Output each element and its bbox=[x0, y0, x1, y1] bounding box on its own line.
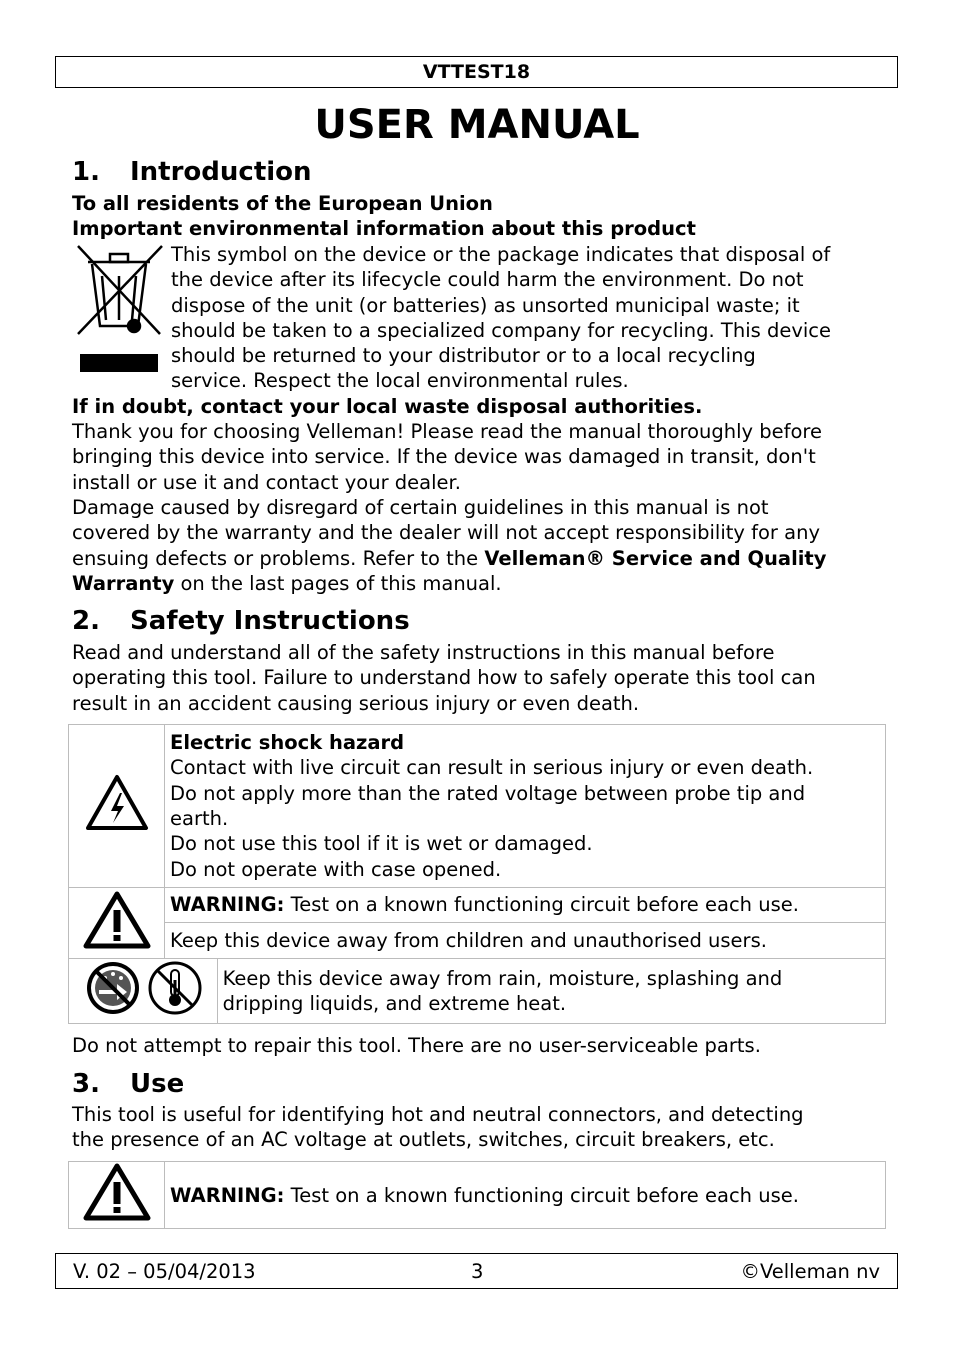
weee-line: dispose of the unit (or batteries) as unsorted municipal waste; it bbox=[171, 293, 800, 317]
warranty-paragraph bbox=[72, 495, 887, 596]
env-subheading: Important environmental information about this product bbox=[72, 217, 696, 240]
thank-you-paragraph bbox=[72, 419, 887, 495]
paragraph-line: operating this tool. Failure to understand how to safely operate this tool can bbox=[72, 666, 816, 690]
doubt-notice: If in doubt, contact your local waste disposal authorities. bbox=[72, 395, 703, 418]
paragraph-line: This tool is useful for identifying hot and neutral connectors, and detecting bbox=[72, 1103, 804, 1126]
table-row bbox=[69, 959, 886, 1024]
section-number: 3. bbox=[72, 1069, 100, 1099]
hazard-line: Do not use this tool if it is wet or damaged. bbox=[170, 832, 593, 856]
weee-line: should be taken to a specialized company for recycling. This device bbox=[171, 318, 832, 342]
eu-subheading: To all residents of the European Union bbox=[72, 192, 493, 215]
section-heading-safety bbox=[72, 605, 887, 637]
paragraph-line bbox=[72, 571, 887, 596]
warning-icon bbox=[82, 890, 152, 950]
hazard-line: dripping liquids, and extreme heat. bbox=[222, 992, 567, 1015]
table-cell bbox=[165, 888, 886, 923]
table-cell: Keep this device away from children and unauthorised users. bbox=[165, 923, 886, 959]
paragraph-line: Read and understand all of the safety instructions in this manual before bbox=[72, 641, 775, 664]
warning-text: Test on a known functioning circuit before each use. bbox=[284, 893, 799, 917]
paragraph-line bbox=[72, 546, 887, 571]
section-title: Use bbox=[130, 1069, 185, 1099]
section-heading-introduction bbox=[72, 156, 887, 188]
warning-label: WARNING: bbox=[170, 1183, 285, 1207]
paragraph-line: Damage caused by disregard of certain guidelines in this manual is not bbox=[72, 496, 769, 519]
hazard-line: Keep this device away from rain, moisture, splashing and bbox=[222, 966, 783, 990]
paragraph-line: covered by the warranty and the dealer will not accept responsibility for any bbox=[72, 521, 820, 545]
table-row bbox=[69, 923, 886, 959]
weee-bin-icon bbox=[72, 242, 164, 377]
weee-line: the device after its lifecycle could harm the environment. Do not bbox=[171, 268, 804, 292]
hazard-line: Do not operate with case opened. bbox=[170, 857, 502, 881]
paragraph-text: on the last pages of this manual. bbox=[174, 571, 502, 595]
paragraph-line: install or use it and contact your dealer. bbox=[72, 470, 461, 494]
table-row bbox=[69, 725, 886, 888]
page-title: USER MANUAL bbox=[314, 102, 640, 148]
repair-notice: Do not attempt to repair this tool. There are no user-serviceable parts. bbox=[72, 1034, 761, 1057]
paragraph-line: bringing this device into service. If the device was damaged in transit, don't bbox=[72, 445, 816, 469]
safety-table bbox=[68, 724, 886, 1024]
section-title: Safety Instructions bbox=[130, 606, 410, 636]
hazard-title: Electric shock hazard bbox=[170, 731, 405, 755]
table-cell bbox=[165, 725, 886, 888]
paragraph-line: the presence of an AC voltage at outlets, switches, circuit breakers, etc. bbox=[72, 1128, 775, 1152]
table-cell bbox=[217, 959, 885, 1024]
warning-text: Test on a known functioning circuit before each use. bbox=[284, 1183, 799, 1207]
page-number: 3 bbox=[471, 1260, 484, 1283]
paragraph-line: Thank you for choosing Velleman! Please read the manual thoroughly before bbox=[72, 420, 823, 443]
table-cell bbox=[69, 725, 165, 888]
use-intro bbox=[72, 1102, 887, 1153]
warning-icon bbox=[82, 1162, 152, 1222]
warning-label: WARNING: bbox=[170, 893, 285, 917]
warranty-name: Velleman® Service and Quality bbox=[484, 546, 827, 570]
page-footer bbox=[55, 1253, 898, 1289]
weee-line: service. Respect the local environmental rules. bbox=[171, 369, 629, 393]
use-warning-table bbox=[68, 1161, 886, 1229]
paragraph-text: ensuing defects or problems. Refer to the bbox=[72, 546, 485, 570]
table-row bbox=[69, 888, 886, 923]
table-cell bbox=[165, 1162, 886, 1229]
version-date: V. 02 – 05/04/2013 bbox=[73, 1260, 256, 1283]
paragraph-line: result in an accident causing serious injury or even death. bbox=[72, 691, 640, 715]
weee-text bbox=[171, 242, 887, 394]
section-heading-use bbox=[72, 1068, 887, 1100]
safety-intro bbox=[72, 640, 887, 716]
section-number: 1. bbox=[72, 157, 100, 187]
section-number: 2. bbox=[72, 606, 100, 636]
copyright: ©Velleman nv bbox=[740, 1260, 880, 1283]
moisture-heat-icons bbox=[83, 960, 203, 1016]
hazard-line: earth. bbox=[170, 807, 229, 830]
weee-line: This symbol on the device or the package indicates that disposal of bbox=[171, 243, 831, 266]
no-heat-icon bbox=[150, 963, 200, 1013]
table-row bbox=[69, 1162, 886, 1229]
page-header bbox=[55, 56, 898, 88]
hazard-line: Do not apply more than the rated voltage between probe tip and bbox=[170, 781, 806, 805]
table-cell bbox=[69, 959, 218, 1024]
electric-shock-icon bbox=[84, 773, 150, 833]
weee-line: should be returned to your distributor or to a local recycling bbox=[171, 344, 756, 368]
hazard-line: Contact with live circuit can result in serious injury or even death. bbox=[170, 756, 814, 780]
table-cell bbox=[69, 888, 165, 959]
section-title: Introduction bbox=[130, 157, 312, 187]
warranty-name: Warranty bbox=[72, 571, 175, 595]
table-cell bbox=[69, 1162, 165, 1229]
no-water-icon bbox=[87, 962, 139, 1014]
model-name: VTTEST18 bbox=[422, 61, 531, 83]
